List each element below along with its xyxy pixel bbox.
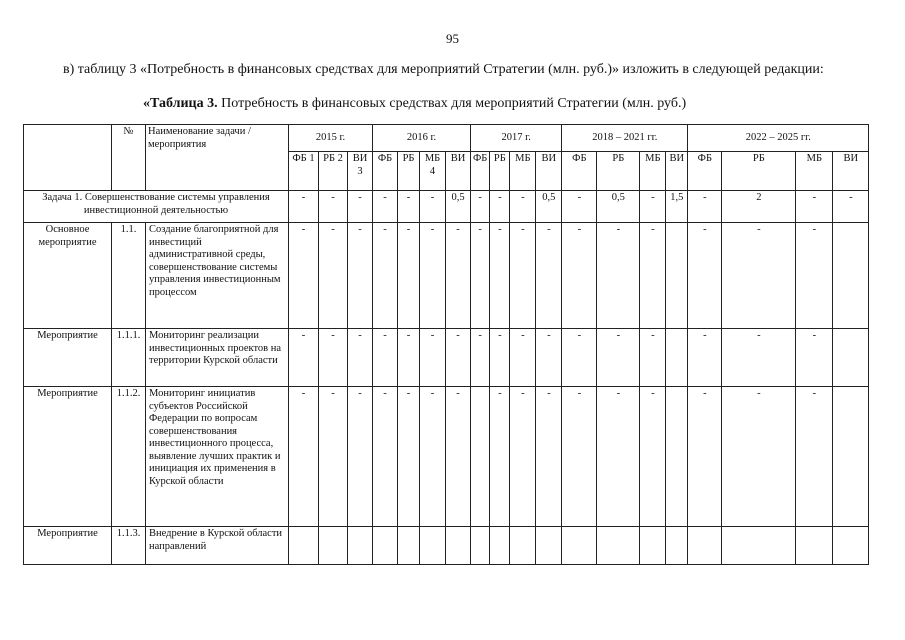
value-cell: - (319, 191, 348, 223)
task-title: Задача 1. Совершенствование системы управления инвестиционной деятельностью (24, 191, 289, 223)
header-source: ФБ 1 (289, 152, 319, 191)
value-cell: 0,5 (446, 191, 471, 223)
row-number: 1.1.2. (112, 387, 146, 527)
value-cell (640, 527, 666, 565)
row-type: Мероприятие (24, 387, 112, 527)
value-cell: - (722, 223, 796, 329)
header-source: МБ 4 (420, 152, 446, 191)
value-cell: - (446, 329, 471, 387)
value-cell: - (688, 223, 722, 329)
value-cell: 2 (722, 191, 796, 223)
value-cell: - (562, 191, 597, 223)
value-cell (289, 527, 319, 565)
value-cell: - (348, 387, 373, 527)
value-cell (348, 527, 373, 565)
value-cell: - (490, 191, 510, 223)
header-source: МБ (640, 152, 666, 191)
row-number: 1.1.1. (112, 329, 146, 387)
row-name: Мониторинг реализации инвестиционных проектов на территории Курской области (146, 329, 289, 387)
header-year: 2016 г. (373, 125, 471, 152)
task-row (24, 191, 869, 223)
header-source: МБ (796, 152, 833, 191)
value-cell (666, 527, 688, 565)
row-name: Внедрение в Курской области направлений (146, 527, 289, 565)
header-source: РБ (398, 152, 420, 191)
value-cell (319, 527, 348, 565)
table-caption-text: Потребность в финансовых средствах для мероприятий Стратегии (млн. руб.) (217, 96, 687, 111)
value-cell: - (640, 223, 666, 329)
value-cell: - (597, 223, 640, 329)
value-cell: - (510, 223, 536, 329)
value-cell: - (536, 223, 562, 329)
header-source: ВИ (833, 152, 869, 191)
page-number: 95 (446, 31, 459, 46)
value-cell: - (833, 191, 869, 223)
value-cell: - (348, 191, 373, 223)
header-year: 2018 – 2021 гг. (562, 125, 688, 152)
header-source: МБ (510, 152, 536, 191)
value-cell: - (536, 387, 562, 527)
header-source: ФБ (688, 152, 722, 191)
value-cell: - (319, 387, 348, 527)
value-cell: - (373, 387, 398, 527)
value-cell: - (319, 329, 348, 387)
value-cell: - (398, 387, 420, 527)
header-source: ВИ (446, 152, 471, 191)
row-number: 1.1. (112, 223, 146, 329)
value-cell: - (471, 223, 490, 329)
value-cell (833, 329, 869, 387)
value-cell: - (373, 223, 398, 329)
value-cell: - (510, 387, 536, 527)
value-cell (666, 387, 688, 527)
header-source: ФБ (562, 152, 597, 191)
value-cell: 1,5 (666, 191, 688, 223)
value-cell: - (796, 387, 833, 527)
value-cell: - (688, 329, 722, 387)
table-row (24, 329, 869, 387)
value-cell: - (510, 329, 536, 387)
value-cell: - (796, 191, 833, 223)
header-source: ФБ (373, 152, 398, 191)
value-cell: - (420, 329, 446, 387)
row-number: 1.1.3. (112, 527, 146, 565)
value-cell (471, 387, 490, 527)
value-cell: - (446, 387, 471, 527)
header-num: № (112, 125, 146, 191)
value-cell: - (597, 329, 640, 387)
row-type: Мероприятие (24, 329, 112, 387)
value-cell (562, 527, 597, 565)
header-year: 2022 – 2025 гг. (688, 125, 869, 152)
table-row (24, 223, 869, 329)
value-cell: 0,5 (597, 191, 640, 223)
value-cell: - (398, 191, 420, 223)
value-cell: - (562, 329, 597, 387)
value-cell: - (640, 387, 666, 527)
header-source: ВИ (666, 152, 688, 191)
value-cell (490, 527, 510, 565)
value-cell (688, 527, 722, 565)
header-name: Наименование задачи / мероприятия (146, 125, 289, 191)
intro-paragraph: в) таблицу 3 «Потребность в финансовых средствах для мероприятий Стратегии (млн. руб.)» изложить в следующей редакции: (63, 62, 824, 77)
value-cell: - (562, 223, 597, 329)
table-caption (143, 96, 686, 112)
value-cell: - (348, 223, 373, 329)
value-cell (796, 527, 833, 565)
value-cell: - (722, 329, 796, 387)
value-cell: - (471, 191, 490, 223)
value-cell (666, 329, 688, 387)
value-cell: - (289, 223, 319, 329)
value-cell: - (319, 223, 348, 329)
value-cell (373, 527, 398, 565)
value-cell: - (796, 223, 833, 329)
header-empty-cell (24, 125, 112, 191)
value-cell: - (373, 191, 398, 223)
value-cell: - (722, 387, 796, 527)
header-source: РБ (597, 152, 640, 191)
row-name: Мониторинг инициатив субъектов Российской Федерации по вопросам совершенствования инвестиционного процесса, выявление лучших практик и инициация их применения в Курской области (146, 387, 289, 527)
value-cell: - (510, 191, 536, 223)
value-cell (722, 527, 796, 565)
value-cell: - (471, 329, 490, 387)
value-cell: - (348, 329, 373, 387)
header-source: ВИ (536, 152, 562, 191)
value-cell: - (420, 191, 446, 223)
value-cell: - (640, 329, 666, 387)
header-source: ФБ (471, 152, 490, 191)
header-year: 2017 г. (471, 125, 562, 152)
value-cell: - (398, 223, 420, 329)
value-cell: - (398, 329, 420, 387)
value-cell (446, 527, 471, 565)
value-cell (833, 387, 869, 527)
value-cell: - (420, 387, 446, 527)
row-type: Мероприятие (24, 527, 112, 565)
header-source: РБ 2 (319, 152, 348, 191)
value-cell (833, 223, 869, 329)
value-cell: - (597, 387, 640, 527)
value-cell: - (490, 223, 510, 329)
row-name: Создание благоприятной для инвестиций административной среды, совершенствование системы управления инвестиционным процессом (146, 223, 289, 329)
value-cell (471, 527, 490, 565)
table-caption-number: «Таблица 3. (143, 96, 218, 111)
value-cell: - (289, 329, 319, 387)
value-cell (597, 527, 640, 565)
value-cell (666, 223, 688, 329)
table-row (24, 387, 869, 527)
value-cell: - (420, 223, 446, 329)
value-cell (420, 527, 446, 565)
value-cell: - (796, 329, 833, 387)
value-cell (536, 527, 562, 565)
value-cell (833, 527, 869, 565)
value-cell (510, 527, 536, 565)
table-row (24, 527, 869, 565)
value-cell: - (688, 387, 722, 527)
financing-table (23, 124, 869, 565)
value-cell: - (562, 387, 597, 527)
value-cell: - (490, 329, 510, 387)
value-cell: 0,5 (536, 191, 562, 223)
value-cell: - (536, 329, 562, 387)
value-cell: - (373, 329, 398, 387)
value-cell: - (289, 191, 319, 223)
header-source: РБ (722, 152, 796, 191)
value-cell: - (688, 191, 722, 223)
header-year: 2015 г. (289, 125, 373, 152)
row-type: Основное мероприятие (24, 223, 112, 329)
value-cell: - (640, 191, 666, 223)
value-cell (398, 527, 420, 565)
header-row-years (24, 125, 869, 152)
value-cell: - (490, 387, 510, 527)
header-source: РБ (490, 152, 510, 191)
header-source: ВИ 3 (348, 152, 373, 191)
value-cell: - (289, 387, 319, 527)
value-cell: - (446, 223, 471, 329)
